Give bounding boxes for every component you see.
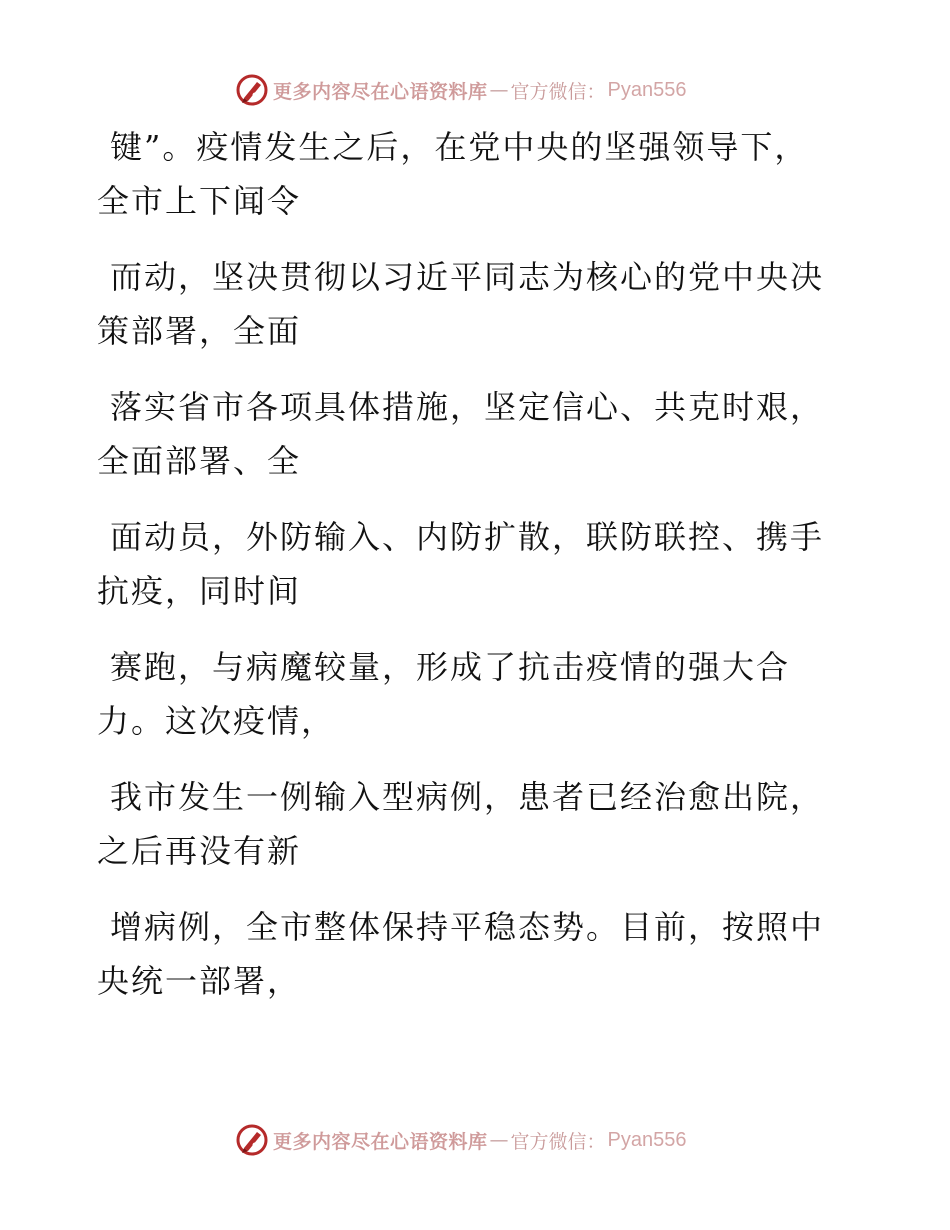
- paragraph: [0, 900, 950, 1008]
- paragraph-line: 央统一部署，: [97, 962, 302, 1000]
- banner-text: 更多内容尽在心语资料库: [273, 80, 488, 103]
- paragraph: [0, 510, 950, 618]
- banner-separator: —: [489, 1129, 509, 1151]
- paragraph: [0, 250, 950, 358]
- paragraph-line: 面动员，外防输入、内防扩散，联防联控、携手: [110, 518, 825, 556]
- paragraph-line: 策部署，全面: [97, 312, 302, 350]
- banner-wechat-label: 官方微信：: [510, 1130, 606, 1153]
- paragraph: [0, 380, 950, 488]
- paragraph: [0, 120, 950, 228]
- header-banner: [235, 72, 687, 108]
- paragraph-line: 落实省市各项具体措施，坚定信心、共克时艰，: [110, 388, 825, 426]
- paragraph: [0, 640, 950, 748]
- pen-logo-icon: [235, 73, 269, 107]
- pen-logo-icon: [235, 1123, 269, 1157]
- banner-wechat-label: 官方微信：: [510, 80, 606, 103]
- banner-separator: —: [489, 79, 509, 101]
- footer-banner: [235, 1122, 687, 1158]
- paragraph-line: 而动，坚决贯彻以习近平同志为核心的党中央决: [110, 258, 825, 296]
- banner-text: 更多内容尽在心语资料库: [273, 1130, 488, 1153]
- paragraph-line: 抗疫，同时间: [97, 572, 302, 610]
- paragraph: [0, 770, 950, 878]
- paragraph-line: 力。这次疫情，: [97, 702, 336, 740]
- paragraph-line: 我市发生一例输入型病例，患者已经治愈出院，: [110, 778, 825, 816]
- banner-wechat-id: Pyan556: [607, 1128, 687, 1151]
- paragraph-line: 全市上下闻令: [97, 182, 302, 220]
- paragraph-line: 全面部署、全: [97, 442, 302, 480]
- paragraph-line: 之后再没有新: [97, 832, 302, 870]
- paragraph-line: 键”。疫情发生之后，在党中央的坚强领导下，: [110, 128, 809, 166]
- document-body: [0, 120, 950, 1030]
- banner-wechat-id: Pyan556: [607, 78, 687, 101]
- paragraph-line: 增病例，全市整体保持平稳态势。目前，按照中: [110, 908, 825, 946]
- paragraph-line: 赛跑，与病魔较量，形成了抗击疫情的强大合: [110, 648, 791, 686]
